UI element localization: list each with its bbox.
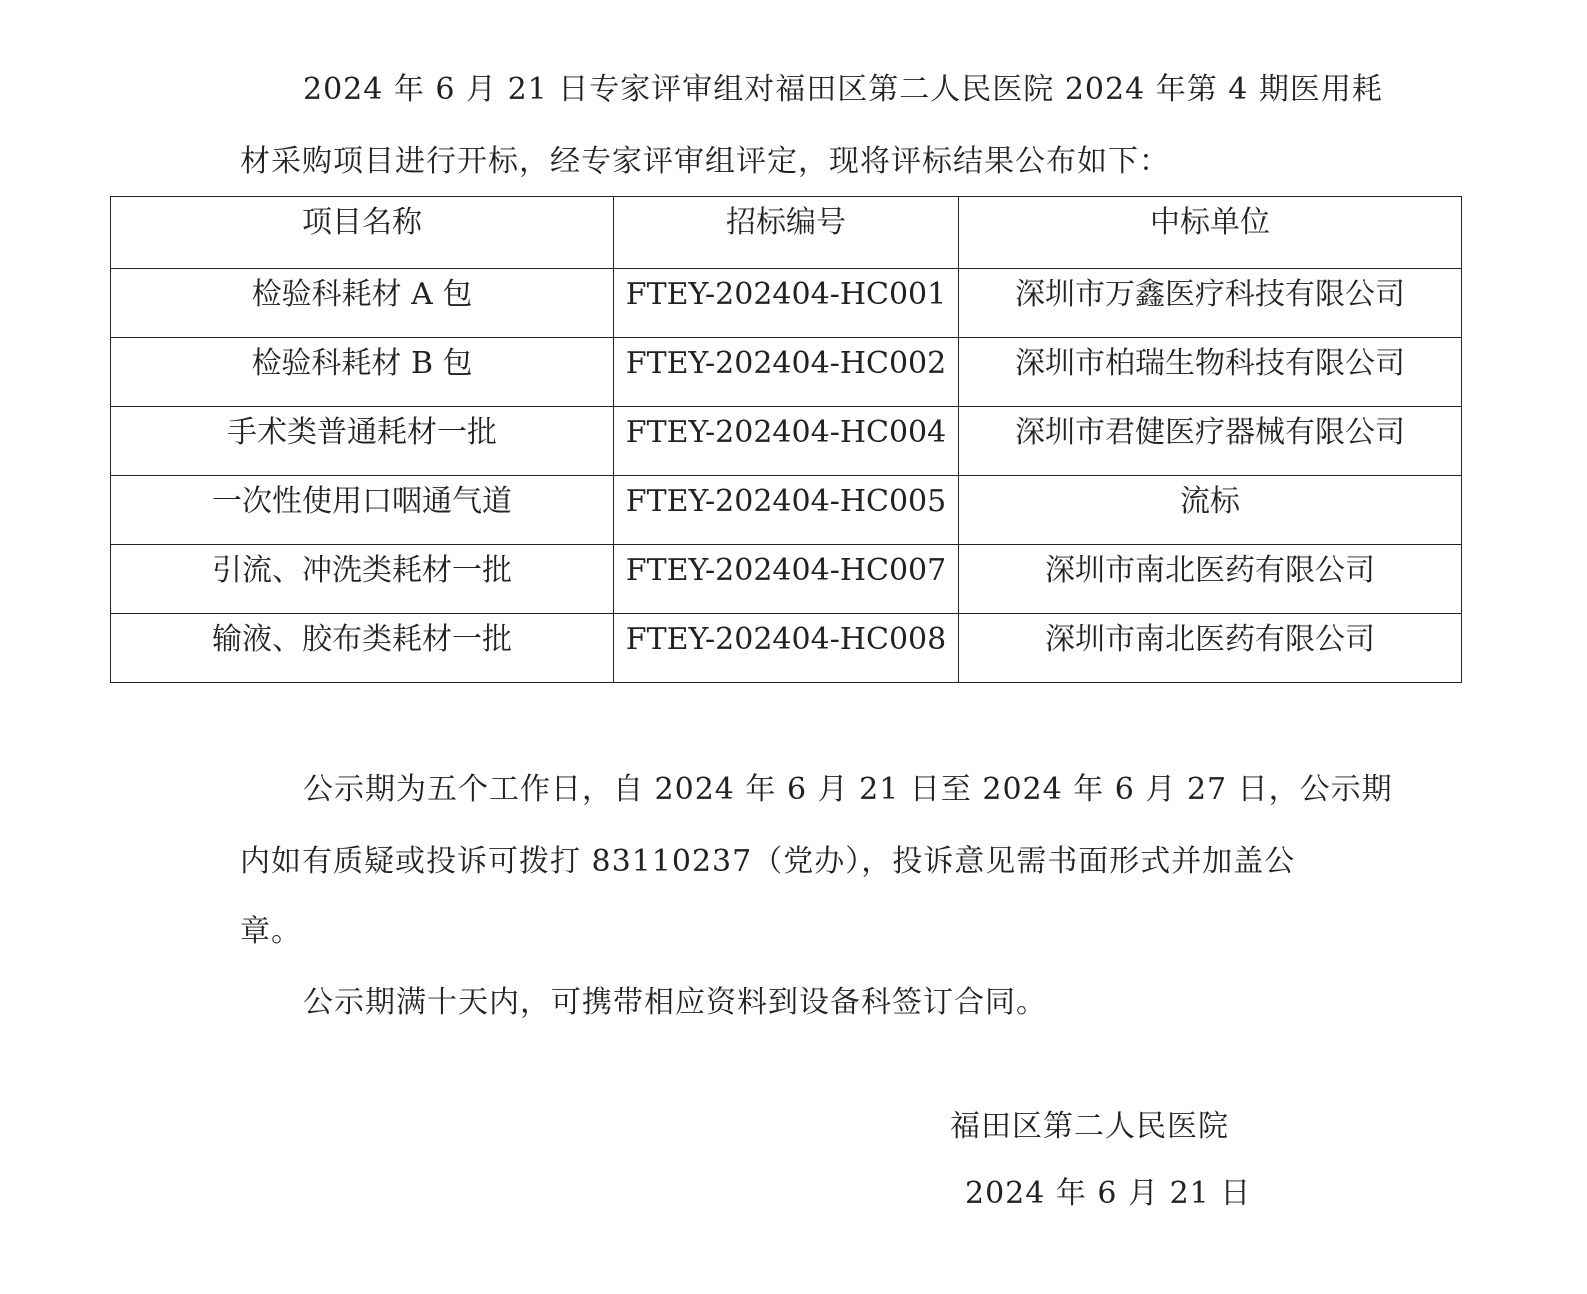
cell-project-name: 一次性使用口咽通气道 — [111, 476, 614, 545]
cell-winning-bidder: 深圳市南北医药有限公司 — [959, 614, 1462, 683]
table-row — [111, 338, 1462, 407]
header-tender-number: 招标编号 — [614, 197, 959, 269]
cell-tender-number: FTEY-202404-HC001 — [614, 269, 959, 338]
cell-project-name: 检验科耗材 A 包 — [111, 269, 614, 338]
intro-line-1: 2024 年 6 月 21 日专家评审组对福田区第二人民医院 2024 年第 4 期医用耗 — [303, 72, 1383, 107]
notice-line-4: 公示期满十天内，可携带相应资料到设备科签订合同。 — [303, 985, 1047, 1020]
cell-project-name: 引流、冲洗类耗材一批 — [111, 545, 614, 614]
table-row — [111, 407, 1462, 476]
header-project-name: 项目名称 — [111, 197, 614, 269]
notice-line-2: 内如有质疑或投诉可拨打 83110237（党办），投诉意见需书面形式并加盖公 — [240, 844, 1296, 879]
cell-project-name: 检验科耗材 B 包 — [111, 338, 614, 407]
table-row — [111, 476, 1462, 545]
signature-organization: 福田区第二人民医院 — [950, 1109, 1229, 1144]
cell-tender-number: FTEY-202404-HC005 — [614, 476, 959, 545]
cell-winning-bidder: 流标 — [959, 476, 1462, 545]
table-header-row — [111, 197, 1462, 269]
notice-line-3: 章。 — [240, 914, 302, 949]
cell-tender-number: FTEY-202404-HC004 — [614, 407, 959, 476]
cell-tender-number: FTEY-202404-HC008 — [614, 614, 959, 683]
cell-winning-bidder: 深圳市柏瑞生物科技有限公司 — [959, 338, 1462, 407]
table-row — [111, 545, 1462, 614]
bid-results-table — [110, 196, 1462, 683]
intro-line-2: 材采购项目进行开标，经专家评审组评定，现将评标结果公布如下： — [240, 144, 1170, 179]
table-row — [111, 614, 1462, 683]
cell-winning-bidder: 深圳市君健医疗器械有限公司 — [959, 407, 1462, 476]
cell-winning-bidder: 深圳市万鑫医疗科技有限公司 — [959, 269, 1462, 338]
cell-tender-number: FTEY-202404-HC002 — [614, 338, 959, 407]
header-winning-bidder: 中标单位 — [959, 197, 1462, 269]
cell-project-name: 输液、胶布类耗材一批 — [111, 614, 614, 683]
table-row — [111, 269, 1462, 338]
cell-project-name: 手术类普通耗材一批 — [111, 407, 614, 476]
cell-tender-number: FTEY-202404-HC007 — [614, 545, 959, 614]
cell-winning-bidder: 深圳市南北医药有限公司 — [959, 545, 1462, 614]
notice-line-1: 公示期为五个工作日，自 2024 年 6 月 21 日至 2024 年 6 月 27 日，公示期 — [303, 772, 1393, 807]
signature-date: 2024 年 6 月 21 日 — [965, 1176, 1252, 1211]
